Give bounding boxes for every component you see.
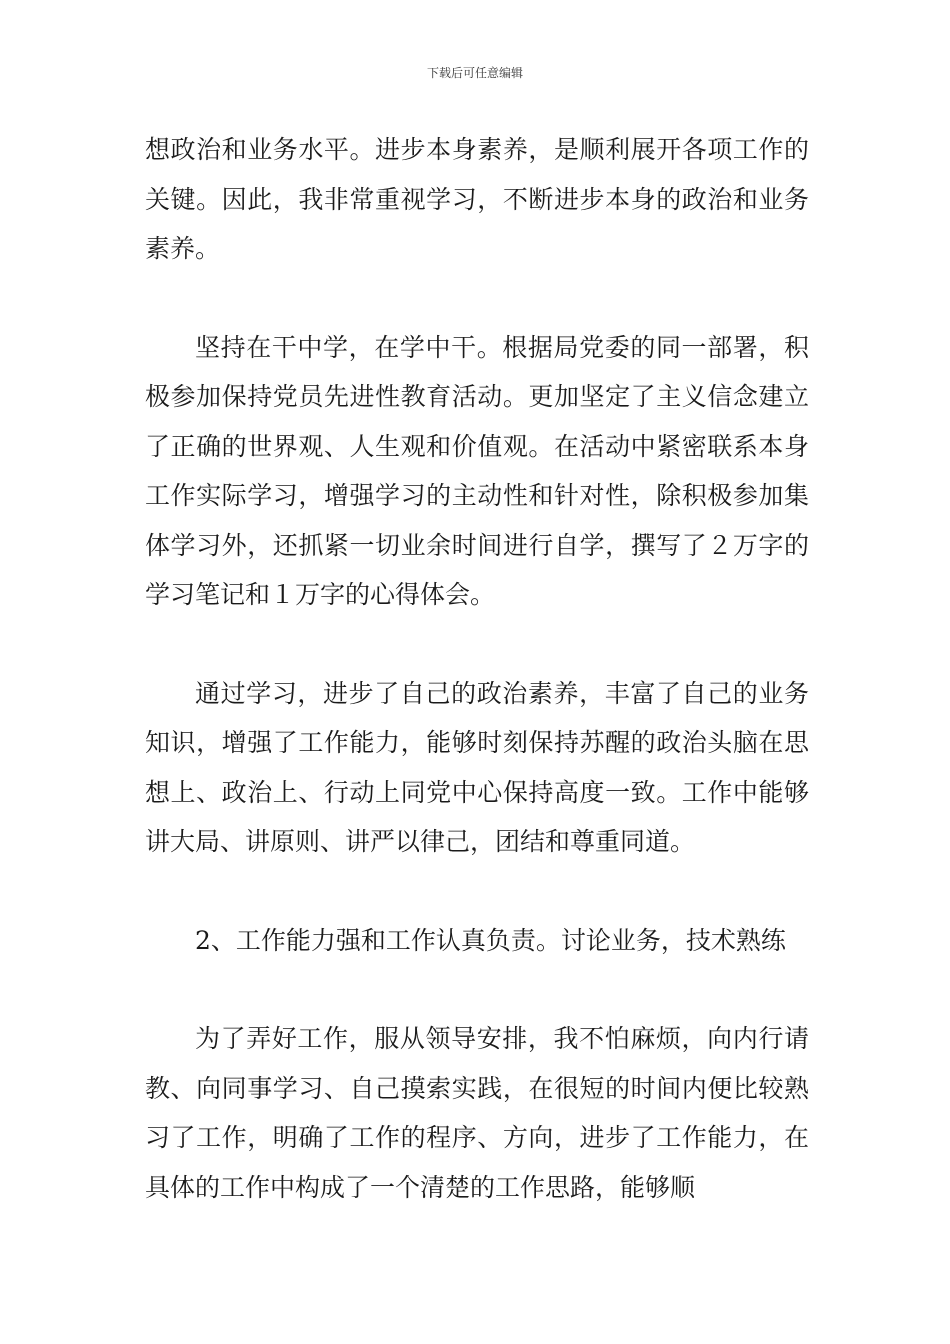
paragraph-study-in-work: 坚持在干中学，在学中干。根据局党委的同一部署，积极参加保持党员先进性教育活动。更加坚定了主义信念建立了正确的世界观、人生观和价值观。在活动中紧密联系本身工作实际学习，增强学习的主动性和针对性，除积极参加集体学习外，还抓紧一切业余时间进行自学，撰写了２万字的学习笔记和１万字的心得体会。	[145, 332, 809, 609]
document-body	[145, 125, 809, 1212]
paragraph-continuation: 想政治和业务水平。进步本身素养，是顺利展开各项工作的关键。因此，我非常重视学习，不断进步本身的政治和业务素养。	[145, 135, 809, 263]
page-header: 下载后可任意编辑	[426, 66, 523, 80]
paragraph-work-improvement: 为了弄好工作，服从领导安排，我不怕麻烦，向内行请教、向同事学习、自己摸索实践，在很短的时间内便比较熟习了工作，明确了工作的程序、方向，进步了工作能力，在具体的工作中构成了一个清楚的工作思路，能够顺	[145, 1024, 809, 1202]
paragraph-study-results: 通过学习，进步了自己的政治素养，丰富了自己的业务知识，增强了工作能力，能够时刻保持苏醒的政治头脑在思想上、政治上、行动上同党中心保持高度一致。工作中能够讲大局、讲原则、讲严以律己，团结和尊重同道。	[145, 678, 809, 856]
section-heading-work-ability: 2、工作能力强和工作认真负责。讨论业务，技术熟练	[195, 925, 786, 955]
